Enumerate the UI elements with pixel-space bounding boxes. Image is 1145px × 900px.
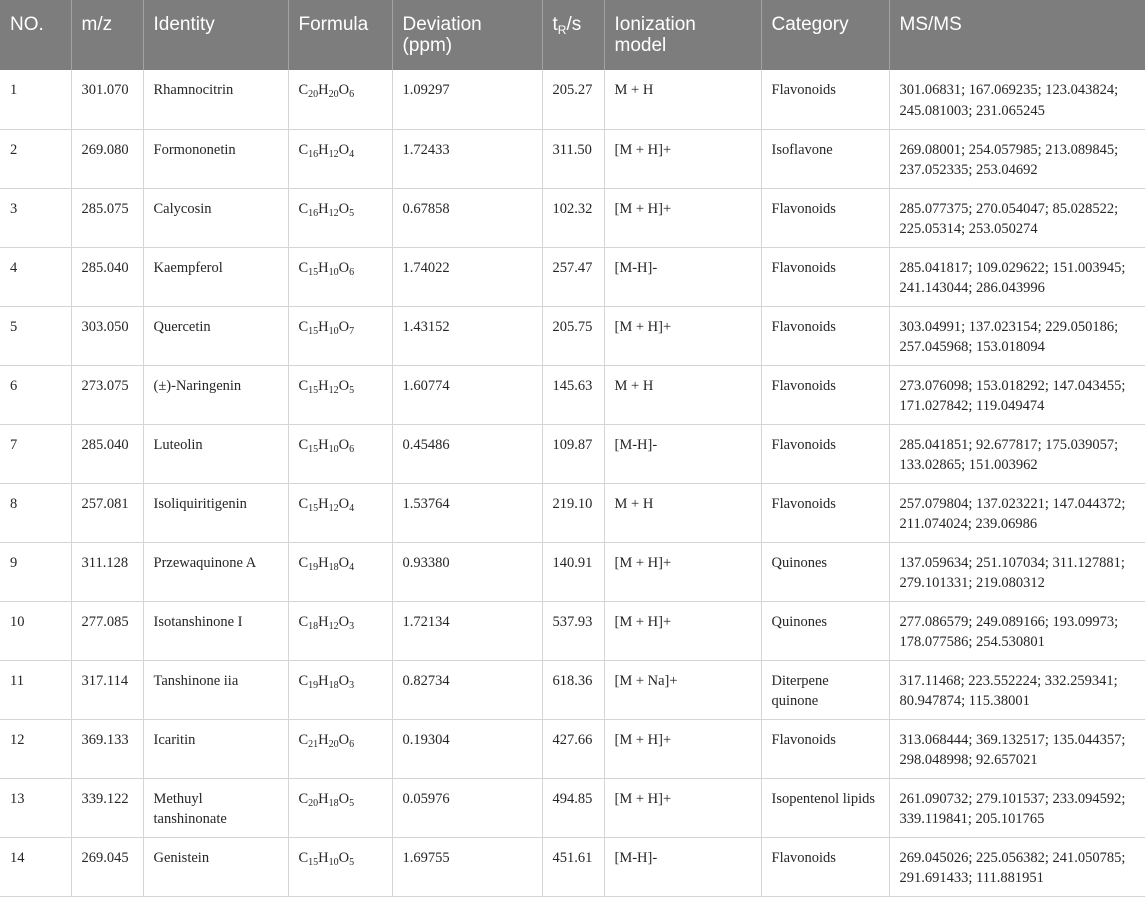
formula-count: 16 [308, 207, 319, 219]
formula-count: 6 [349, 89, 355, 100]
formula-element: H [318, 318, 329, 335]
formula-count: 4 [349, 148, 355, 160]
header-row [0, 0, 1145, 70]
formula-count: 18 [308, 620, 319, 632]
cell-identity: Przewaquinone A [143, 542, 288, 601]
cell-formula [288, 70, 392, 129]
formula-count: 10 [328, 325, 339, 337]
cell-deviation: 1.60774 [392, 365, 542, 424]
header-deviation: Deviation (ppm) [392, 0, 542, 70]
cell-deviation: 1.72433 [392, 129, 542, 188]
cell-mz: 269.045 [71, 837, 143, 896]
cell-category: Isoflavone [761, 129, 889, 188]
cell-formula [288, 837, 392, 896]
formula-element: C [298, 790, 309, 807]
formula-element: O [338, 790, 350, 807]
formula-count: 19 [308, 679, 319, 691]
formula-element: H [318, 731, 329, 748]
cell-identity: Isoliquiritigenin [143, 483, 288, 542]
table-row [0, 365, 1145, 424]
cell-category: Flavonoids [761, 247, 889, 306]
header-no: NO. [10, 14, 44, 35]
formula-count: 5 [349, 384, 355, 396]
cell-formula [288, 778, 392, 837]
cell-mz: 285.040 [71, 247, 143, 306]
cell-mz: 273.075 [71, 365, 143, 424]
formula-count: 15 [308, 384, 319, 396]
formula-element: H [318, 672, 329, 689]
cell-retention-time: 618.36 [542, 660, 604, 719]
cell-ionization: [M + H]+ [604, 601, 761, 660]
formula-count: 7 [349, 325, 355, 337]
formula-count: 12 [328, 207, 339, 219]
cell-msms: 313.068444; 369.132517; 135.044357; 298.048998; 92.657021 [889, 719, 1145, 778]
cell-identity: Calycosin [143, 188, 288, 247]
formula-count: 20 [328, 738, 339, 750]
formula-count: 3 [349, 679, 355, 691]
cell-identity: Isotanshinone I [143, 601, 288, 660]
formula-element: O [338, 82, 350, 98]
cell-mz: 277.085 [71, 601, 143, 660]
cell-category: Flavonoids [761, 365, 889, 424]
formula-count: 18 [328, 561, 339, 573]
formula-element: H [318, 554, 329, 571]
cell-ionization: [M + H]+ [604, 306, 761, 365]
formula-element: H [318, 82, 329, 98]
formula-element: H [318, 613, 329, 630]
formula-element: O [338, 200, 350, 217]
cell-identity: Formononetin [143, 129, 288, 188]
header-retention-time-sub: R [557, 23, 567, 37]
table-body [0, 70, 1145, 896]
cell-formula [288, 424, 392, 483]
formula-count: 6 [349, 738, 355, 750]
cell-ionization: M + H [604, 365, 761, 424]
cell-formula [288, 542, 392, 601]
cell-retention-time: 311.50 [542, 129, 604, 188]
formula-count: 15 [308, 502, 319, 514]
cell-deviation: 1.72134 [392, 601, 542, 660]
cell-ionization: [M + H]+ [604, 719, 761, 778]
formula-element: H [318, 436, 329, 453]
formula-element: H [318, 259, 329, 276]
table-header [0, 0, 1145, 70]
cell-deviation: 0.05976 [392, 778, 542, 837]
cell-category: Flavonoids [761, 837, 889, 896]
formula-count: 5 [349, 856, 355, 868]
cell-mz: 311.128 [71, 542, 143, 601]
formula-count: 15 [308, 325, 319, 337]
formula-count: 16 [308, 148, 319, 160]
table-row [0, 483, 1145, 542]
header-retention-time-unit: /s [566, 14, 582, 35]
formula-element: C [298, 554, 309, 571]
cell-msms: 261.090732; 279.101537; 233.094592; 339.119841; 205.101765 [889, 778, 1145, 837]
formula-count: 12 [328, 148, 339, 160]
formula-element: C [298, 318, 309, 335]
cell-category: Flavonoids [761, 483, 889, 542]
cell-mz: 369.133 [71, 719, 143, 778]
cell-retention-time: 257.47 [542, 247, 604, 306]
cell-ionization: [M + H]+ [604, 542, 761, 601]
cell-no: 1 [0, 70, 71, 129]
cell-ionization: [M-H]- [604, 424, 761, 483]
formula-element: O [338, 613, 350, 630]
formula-count: 6 [349, 266, 355, 278]
cell-deviation: 0.82734 [392, 660, 542, 719]
formula-count: 19 [308, 561, 319, 573]
cell-mz: 317.114 [71, 660, 143, 719]
cell-formula [288, 306, 392, 365]
header-mz: m/z [71, 0, 143, 70]
formula-element: C [298, 259, 309, 276]
cell-no: 9 [0, 542, 71, 601]
cell-ionization: [M + H]+ [604, 129, 761, 188]
formula-element: C [298, 731, 309, 748]
formula-element: C [298, 495, 309, 512]
cell-identity: Kaempferol [143, 247, 288, 306]
cell-retention-time: 140.91 [542, 542, 604, 601]
cell-no: 2 [0, 129, 71, 188]
formula-count: 20 [308, 797, 319, 809]
cell-no: 7 [0, 424, 71, 483]
formula-element: C [298, 377, 309, 394]
cell-formula [288, 188, 392, 247]
cell-msms: 257.079804; 137.023221; 147.044372; 211.074024; 239.06986 [889, 483, 1145, 542]
cell-msms: 273.076098; 153.018292; 147.043455; 171.027842; 119.049474 [889, 365, 1145, 424]
formula-count: 4 [349, 561, 355, 573]
cell-identity: Genistein [143, 837, 288, 896]
table-row [0, 601, 1145, 660]
header-formula: Formula [288, 0, 392, 70]
formula-count: 4 [349, 502, 355, 514]
cell-no: 8 [0, 483, 71, 542]
cell-msms: 269.045026; 225.056382; 241.050785; 291.691433; 111.881951 [889, 837, 1145, 896]
formula-element: H [318, 377, 329, 394]
cell-deviation: 0.93380 [392, 542, 542, 601]
formula-count: 5 [349, 797, 355, 809]
formula-count: 20 [308, 89, 319, 100]
cell-category: Flavonoids [761, 306, 889, 365]
cell-retention-time: 494.85 [542, 778, 604, 837]
table-row [0, 660, 1145, 719]
cell-identity: (±)-Naringenin [143, 365, 288, 424]
cell-formula [288, 660, 392, 719]
cell-no: 11 [0, 660, 71, 719]
formula-count: 6 [349, 443, 355, 455]
cell-retention-time: 102.32 [542, 188, 604, 247]
cell-identity: Luteolin [143, 424, 288, 483]
cell-deviation: 1.53764 [392, 483, 542, 542]
cell-deviation: 1.74022 [392, 247, 542, 306]
formula-count: 15 [308, 266, 319, 278]
formula-count: 12 [328, 620, 339, 632]
cell-category: Isopentenol lipids [761, 778, 889, 837]
header-ionization: Ionization model [604, 0, 761, 70]
table-row [0, 719, 1145, 778]
cell-category: Flavonoids [761, 70, 889, 129]
cell-retention-time: 109.87 [542, 424, 604, 483]
cell-no: 12 [0, 719, 71, 778]
formula-count: 10 [328, 856, 339, 868]
cell-retention-time: 205.75 [542, 306, 604, 365]
cell-no: 14 [0, 837, 71, 896]
cell-msms: 269.08001; 254.057985; 213.089845; 237.052335; 253.04692 [889, 129, 1145, 188]
cell-deviation: 0.67858 [392, 188, 542, 247]
cell-no: 4 [0, 247, 71, 306]
cell-retention-time: 427.66 [542, 719, 604, 778]
cell-ionization: M + H [604, 70, 761, 129]
cell-ionization: [M + Na]+ [604, 660, 761, 719]
cell-ionization: [M + H]+ [604, 188, 761, 247]
cell-msms: 285.077375; 270.054047; 85.028522; 225.05314; 253.050274 [889, 188, 1145, 247]
formula-element: O [338, 436, 350, 453]
header-identity: Identity [143, 0, 288, 70]
table-row [0, 247, 1145, 306]
cell-formula [288, 483, 392, 542]
cell-ionization: [M-H]- [604, 837, 761, 896]
formula-count: 3 [349, 620, 355, 632]
cell-deviation: 0.19304 [392, 719, 542, 778]
formula-element: C [298, 141, 309, 158]
table-row [0, 129, 1145, 188]
formula-element: O [338, 495, 350, 512]
cell-mz: 269.080 [71, 129, 143, 188]
cell-formula [288, 365, 392, 424]
formula-count: 10 [328, 266, 339, 278]
cell-mz: 257.081 [71, 483, 143, 542]
formula-count: 12 [328, 384, 339, 396]
formula-element: O [338, 849, 350, 866]
cell-formula [288, 719, 392, 778]
cell-retention-time: 205.27 [542, 70, 604, 129]
formula-element: H [318, 141, 329, 158]
cell-deviation: 0.45486 [392, 424, 542, 483]
formula-element: C [298, 849, 309, 866]
formula-element: C [298, 200, 309, 217]
formula-element: H [318, 495, 329, 512]
cell-deviation: 1.43152 [392, 306, 542, 365]
formula-element: C [298, 436, 309, 453]
formula-element: H [318, 849, 329, 866]
table-row [0, 778, 1145, 837]
cell-formula [288, 247, 392, 306]
cell-identity: Rhamnocitrin [143, 70, 288, 129]
cell-formula [288, 129, 392, 188]
cell-no: 13 [0, 778, 71, 837]
cell-category: Quinones [761, 542, 889, 601]
table-row [0, 70, 1145, 129]
formula-element: O [338, 731, 350, 748]
cell-formula [288, 601, 392, 660]
cell-deviation: 1.69755 [392, 837, 542, 896]
cell-msms: 277.086579; 249.089166; 193.09973; 178.077586; 254.530801 [889, 601, 1145, 660]
cell-identity: Methuyl tanshinonate [143, 778, 288, 837]
cell-deviation: 1.09297 [392, 70, 542, 129]
cell-no: 5 [0, 306, 71, 365]
table-row [0, 424, 1145, 483]
cell-category: Flavonoids [761, 719, 889, 778]
formula-element: C [298, 613, 309, 630]
header-retention-time [542, 0, 604, 70]
cell-msms: 285.041851; 92.677817; 175.039057; 133.02865; 151.003962 [889, 424, 1145, 483]
cell-ionization: [M + H]+ [604, 778, 761, 837]
header-retention-time-main: t [552, 14, 558, 35]
formula-count: 15 [308, 856, 319, 868]
cell-retention-time: 145.63 [542, 365, 604, 424]
cell-identity: Quercetin [143, 306, 288, 365]
formula-element: O [338, 318, 350, 335]
formula-element: H [318, 790, 329, 807]
formula-element: C [298, 672, 309, 689]
cell-category: Flavonoids [761, 188, 889, 247]
formula-count: 21 [308, 738, 319, 750]
header-msms: MS/MS [889, 0, 1145, 70]
cell-ionization: M + H [604, 483, 761, 542]
cell-no: 10 [0, 601, 71, 660]
formula-element: O [338, 377, 350, 394]
formula-count: 10 [328, 443, 339, 455]
formula-element: O [338, 554, 350, 571]
cell-identity: Icaritin [143, 719, 288, 778]
cell-no: 3 [0, 188, 71, 247]
cell-category: Diterpene quinone [761, 660, 889, 719]
cell-msms: 303.04991; 137.023154; 229.050186; 257.045968; 153.018094 [889, 306, 1145, 365]
cell-category: Quinones [761, 601, 889, 660]
cell-msms: 301.06831; 167.069235; 123.043824; 245.081003; 231.065245 [889, 70, 1145, 129]
formula-element: H [318, 200, 329, 217]
cell-retention-time: 451.61 [542, 837, 604, 896]
formula-element: O [338, 672, 350, 689]
cell-mz: 301.070 [71, 70, 143, 129]
cell-retention-time: 537.93 [542, 601, 604, 660]
cell-mz: 339.122 [71, 778, 143, 837]
cell-mz: 303.050 [71, 306, 143, 365]
cell-retention-time: 219.10 [542, 483, 604, 542]
formula-count: 18 [328, 679, 339, 691]
cell-mz: 285.040 [71, 424, 143, 483]
formula-count: 12 [328, 502, 339, 514]
formula-count: 20 [328, 89, 339, 100]
cell-mz: 285.075 [71, 188, 143, 247]
formula-count: 15 [308, 443, 319, 455]
formula-count: 5 [349, 207, 355, 219]
cell-msms: 285.041817; 109.029622; 151.003945; 241.143044; 286.043996 [889, 247, 1145, 306]
cell-ionization: [M-H]- [604, 247, 761, 306]
formula-element: O [338, 259, 350, 276]
formula-element: C [298, 82, 309, 98]
formula-element: O [338, 141, 350, 158]
cell-msms: 317.11468; 223.552224; 332.259341; 80.947874; 115.38001 [889, 660, 1145, 719]
cell-msms: 137.059634; 251.107034; 311.127881; 279.101331; 219.080312 [889, 542, 1145, 601]
table-row [0, 188, 1145, 247]
cell-no: 6 [0, 365, 71, 424]
table-row [0, 837, 1145, 896]
cell-identity: Tanshinone iia [143, 660, 288, 719]
formula-count: 18 [328, 797, 339, 809]
table-row [0, 306, 1145, 365]
table-row [0, 542, 1145, 601]
cell-category: Flavonoids [761, 424, 889, 483]
header-category: Category [761, 0, 889, 70]
